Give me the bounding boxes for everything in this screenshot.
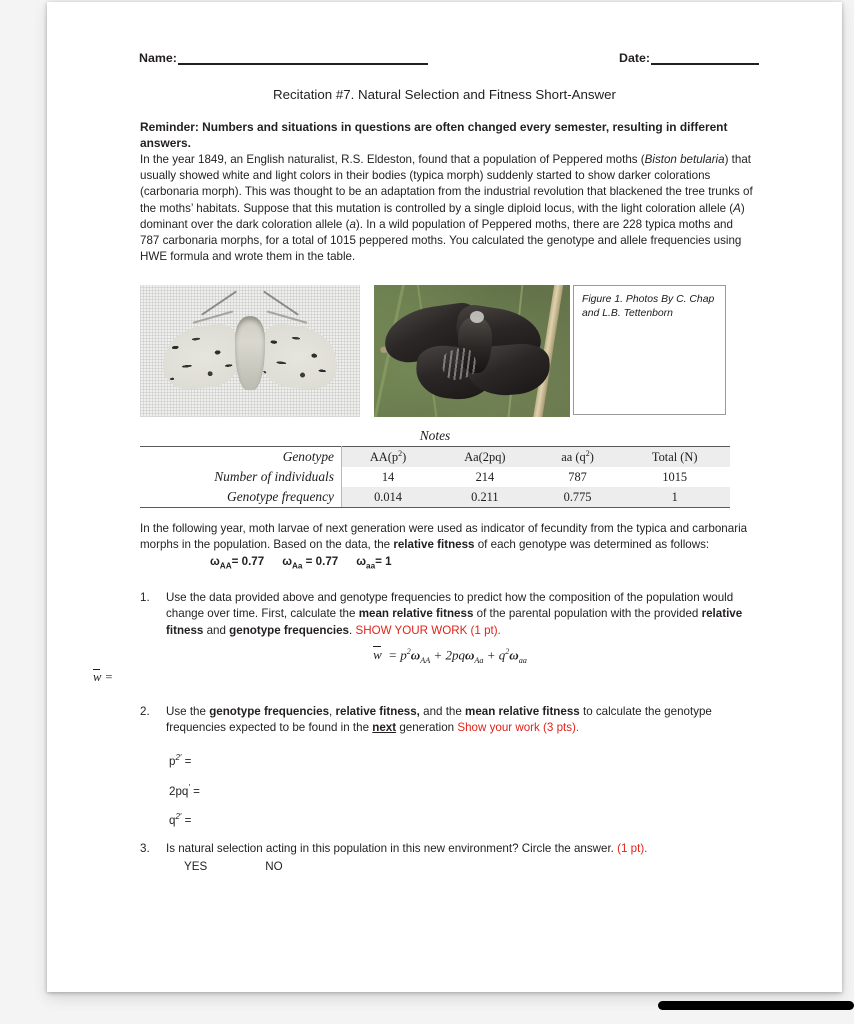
name-date-row [139,51,759,71]
q2-bold-b: relative fitness, [335,705,420,718]
mean-fitness-formula: $w = p^2\omega_{AA} + 2pq\omega_{Aa} + q^2\omega_{aa}$ [373,647,527,665]
q1-text-d: . [349,623,356,637]
q2-underline-next: next [372,721,397,735]
name-label: Name: [139,51,177,65]
mean-fitness-answer-line[interactable]: w = [93,670,114,684]
question-2 [140,704,760,737]
intro-part1: In the year 1849, an English naturalist, R.S. Eldeston, found that a population of Peppered moths ( [140,153,645,166]
table-row-genotype [140,447,730,468]
q1-text-c: and [203,623,230,637]
q2-text-b: , [329,705,336,718]
q1-bold-c: genotype frequencies [229,623,350,637]
moth-wing-right [255,322,341,392]
figure-caption-box [573,285,726,415]
light-moth-illustration [162,300,338,406]
table-caption: Notes [419,428,451,443]
cell-frequency-total: 1 [619,487,730,508]
fitness-value-Aa: $\omega_{Aa} = 0.77$ [282,554,339,570]
answer-p-squared-prime[interactable]: $p^{2'}$ = [169,753,192,768]
fitness-values-group [210,554,410,575]
question-1 [140,590,760,639]
cell-individuals-AA: 14 [381,469,395,484]
answer-q-squared-prime[interactable]: $q^{2'}$ = [169,812,192,827]
figure-caption: Figure 1. Photos By C. Chap and L.B. Tettenborn [582,294,715,319]
page-title: Recitation #7. Natural Selection and Fitness Short-Answer [273,87,616,102]
dark-moth-illustration [382,303,560,407]
q2-text-a: Use the [166,705,210,718]
table-row-number-of-individuals [140,467,730,487]
yes-no-choices [184,860,283,873]
question-3-body [166,841,760,857]
row-label-genotype: Genotype [140,447,342,468]
q2-bold-c: mean relative fitness [465,705,580,718]
q2-text-c: and the [419,705,466,718]
fitness-value-aa: $\omega_{aa}= 1$ [356,554,392,570]
header-cell-aa: aa $(q^2)$ [536,447,620,468]
typica-morph-photo [140,285,360,417]
cell-individuals-Aa: 214 [475,469,495,484]
cell-individuals-aa: 787 [568,469,587,484]
q3-points-note: (1 pt). [617,842,648,855]
header-cell-total: Total (N) [619,447,730,468]
fitness-value-AA: $\omega_{AA}= 0.77$ [210,554,265,570]
question-2-number: 2. [140,705,150,718]
q1-text-a: Use the data provided above and genotype frequencies to predict how the composition of the population would change over time. First, calculate the [166,591,734,621]
question-3-number: 3. [140,842,150,855]
fitness-paragraph [140,521,758,574]
q2-text-e: generation [396,721,458,735]
figure-row [140,285,780,417]
q3-text-a: Is natural selection acting in this population in this new environment? Circle the answer. [166,842,618,855]
question-2-body [166,704,760,737]
horizontal-scrollbar[interactable] [658,1001,854,1010]
intro-part3: ) dominant over the dark coloration allele ( [140,201,745,231]
choice-yes[interactable]: YES [184,860,208,873]
cell-individuals-total: 1015 [662,469,688,484]
q2-text-d: to calculate the genotype frequencies expected to be found in the [166,705,712,735]
cell-frequency-Aa: 0.211 [434,487,536,508]
q1-text-b: of the parental population with the provided [473,607,702,621]
question-1-body [166,590,760,639]
choice-no[interactable]: NO [265,860,283,873]
intro-part2: ) that usually showed white and light colors in their bodies (typica morph) suddenly started to show darker colorations (carbonaria morph). This was thought to be an adaptation from the industrial revolution that blackened the tree trunks of the moths’ habitats. Suppose that this mutation is controlled by a single diploid locus, with the light coloration allele ( [140,153,753,215]
date-input-line[interactable] [651,51,759,65]
cell-frequency-aa: 0.775 [536,487,620,508]
row-label-number: Number of individuals [140,467,342,487]
cell-frequency-AA: 0.014 [342,487,435,508]
w-bar-symbol: w [373,647,382,663]
moth-body [235,316,265,390]
row-label-frequency: Genotype frequency [140,487,342,508]
antenna-icon [267,310,308,323]
moth-wing-left [159,322,245,392]
q2-bold-a: genotype frequencies [209,705,330,718]
page-content [47,2,842,992]
document-page [47,2,842,992]
q1-bold-b: relative fitness [166,607,743,637]
allele-dominant: A [733,201,741,215]
moth-head [470,311,484,323]
w-bar-symbol: w [93,670,102,684]
intro-part4: ). In a wild population of Peppered moths, there are 228 typica moths and 787 carbonaria morphs, for a total of 1015 peppered moths. You calculated the genotype and allele frequencies using HWE formula and wrote them in the table. [140,217,742,264]
question-1-number: 1. [140,591,150,604]
q1-points-note: SHOW YOUR WORK (1 pt). [355,623,501,637]
species-name: Biston betularia [644,153,725,166]
allele-recessive: a [349,217,356,231]
answer-2pq-prime[interactable]: 2pq′ = [169,783,200,798]
q2-points-note: Show your work (3 pts). [457,721,580,735]
table-row-genotype-frequency [140,487,730,508]
name-input-line[interactable] [178,51,428,65]
question-3 [140,841,760,857]
fitness-text-a: In the following year, moth larvae of next generation were used as indicator of fecundity from the typica and carbonaria morphs in the population. Based on the data, the [140,522,748,552]
date-label: Date: [619,51,650,65]
date-field-group [619,51,759,65]
reminder-note: Reminder: Numbers and situations in questions are often changed every semester, resulting in different answers. [140,120,728,151]
carbonaria-morph-photo [374,285,570,417]
header-cell-AA: $AA(p^2)$ [342,447,435,468]
fitness-bold-a: relative fitness [393,538,475,552]
intro-paragraph [140,152,755,265]
name-field-group [139,51,428,65]
header-cell-Aa: Aa(2pq) [434,447,536,468]
q1-bold-a: mean relative fitness [358,607,474,621]
genotype-table [140,446,730,508]
antenna-icon [193,310,234,323]
fitness-text-b: of each genotype was determined as follows: [474,538,710,552]
